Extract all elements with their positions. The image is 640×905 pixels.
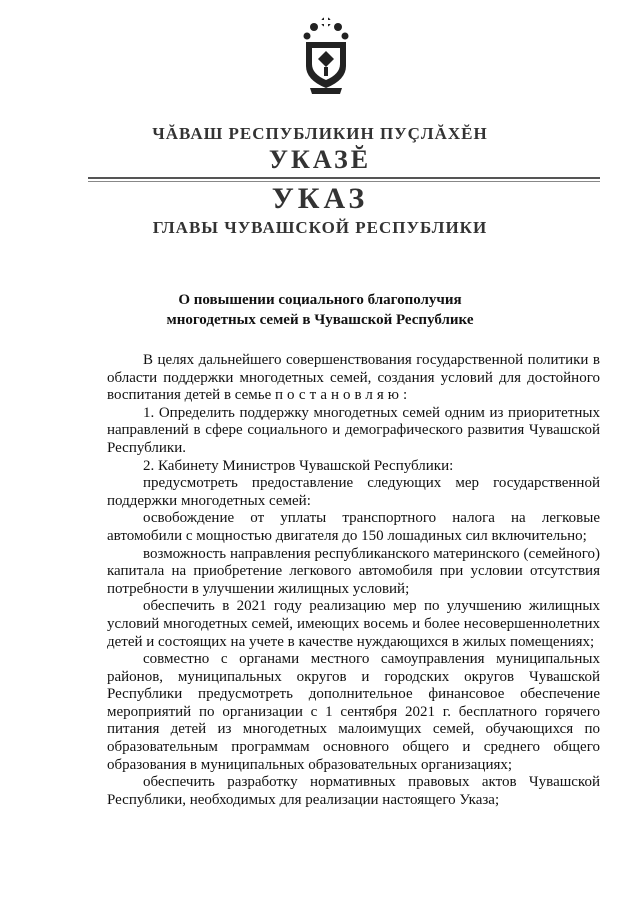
decree-verb: постановляю: xyxy=(275,387,412,404)
paragraph: 2. Кабинету Министров Чувашской Республики: xyxy=(143,457,454,474)
chuvash-header-line: ЧĂВАШ РЕСПУБЛИКИН ПУÇЛĂХĔН xyxy=(152,124,488,143)
paragraph: освобождение от уплаты транспортного налога на легковые автомобили с мощностью двигателя до 150 лошадиных сил включительно; xyxy=(107,510,600,544)
chuvash-republic-emblem-icon xyxy=(300,14,352,96)
paragraph: предусмотреть предоставление следующих мер государственной поддержки многодетных семей: xyxy=(107,475,600,509)
paragraph: 1. Определить поддержку многодетных семей одним из приоритетных направлений в сфере социального и демографического развития Чувашской Республики. xyxy=(107,404,600,456)
paragraph: возможность направления республиканского материнского (семейного) капитала на приобретение легкового автомобиля при условии отсутствия потребности в улучшении жилищных условий; xyxy=(107,545,600,597)
document-title xyxy=(0,290,640,330)
intro-text: В целях дальнейшего совершенствования государственной политики в области поддержки многодетных семей, создания условий для достойного воспитания детей в семье xyxy=(107,352,600,404)
paragraph: совместно с органами местного самоуправления муниципальных районов, муниципальных округов и городских округов Чувашской Республики предусмотреть дополнительное финансовое обеспечение мероприятий по организации с 1 сентября 2021 г. бесплатного горячего питания детей из многодетных малоимущих семей, обучающихся по образовательным программам основного общего и среднего общего образования в муниципальных образовательных организациях; xyxy=(107,651,600,773)
document-title-line1: О повышении социального благополучия xyxy=(178,292,462,308)
document-title-line2: многодетных семей в Чувашской Республике xyxy=(166,312,474,328)
decree-title: УКАЗ xyxy=(271,182,369,215)
paragraph: обеспечить разработку нормативных правовых актов Чувашской Республики, необходимых для реализации настоящего Указа; xyxy=(107,774,600,808)
decree-issuer: ГЛАВЫ ЧУВАШСКОЙ РЕСПУБЛИКИ xyxy=(152,218,488,237)
intro-paragraph xyxy=(107,352,600,405)
paragraph: обеспечить в 2021 году реализацию мер по улучшению жилищных условий многодетных семей, имеющих восемь и более несовершеннолетних детей и состоящих на учете в качестве нуждающихся в жилых помещениях; xyxy=(107,598,600,650)
chuvash-decree-title: УКАЗĔ xyxy=(268,145,372,174)
document-body xyxy=(107,352,600,809)
